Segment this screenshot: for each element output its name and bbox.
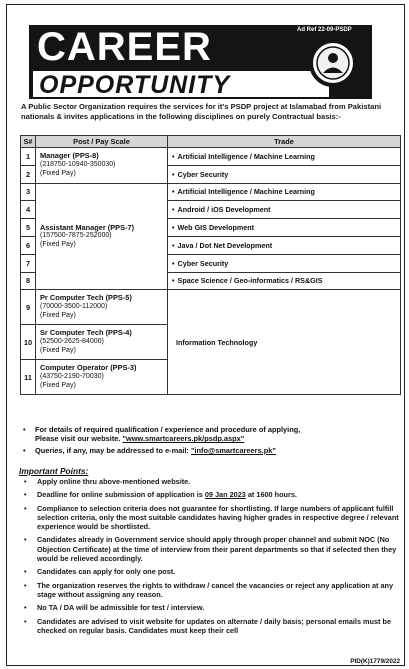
list-item: • Candidates can apply for only one post.	[24, 567, 176, 577]
details-line1: For details of required qualification / experience and procedure of applying,	[35, 425, 301, 434]
trade-it-cell	[168, 290, 401, 395]
bullet-icon: •	[24, 580, 27, 590]
pay-type: (Fixed Pay)	[40, 346, 76, 354]
bullet-icon: •	[24, 490, 27, 500]
pid-number: PID(K)1779/2022	[350, 658, 400, 665]
bullet-icon: •	[172, 240, 175, 250]
table-row	[21, 148, 401, 166]
title-opportunity: OPPORTUNITY	[39, 71, 231, 99]
list-item: • Compliance to selection criteria does not guarantee for shortlisting. If large numbers of applicant fulfill selection criteria, only the most suitable candidates having higher grades in respective degree / relevant experience would be shortlisted.	[24, 503, 399, 532]
bullet-icon: •	[172, 276, 175, 286]
list-item: • Deadline for online submission of application is 09 Jan 2023 at 1600 hours.	[24, 490, 297, 500]
important-points-title: Important Points:	[19, 466, 89, 476]
trade-label: Information Technology	[176, 337, 258, 347]
pay-scale: (70000-3500-112000)	[40, 303, 108, 311]
trade-cell	[168, 201, 401, 219]
row-sn: 3	[21, 183, 36, 201]
trade-cell	[168, 148, 401, 166]
pay-scale: (157500-7875-252000)	[40, 232, 112, 240]
email-link[interactable]: "info@smartcareers.pk"	[190, 445, 276, 455]
bullet-icon: •	[24, 567, 27, 577]
row-sn: 9	[21, 290, 36, 325]
list-item: • Candidates already in Government service should apply through proper channel and submit NOC (No Objection Certificate) at the time of interview from their parent departments so that if selected then they would be relieved accordingly.	[24, 535, 397, 564]
post-manager	[36, 148, 168, 184]
bullet-icon: •	[24, 616, 27, 626]
row-sn: 7	[21, 254, 36, 272]
bullet-icon: •	[172, 223, 175, 233]
row-sn: 11	[21, 360, 36, 395]
title-career: CAREER	[37, 25, 212, 69]
list-item: • No TA / DA will be admissible for test / interview.	[24, 603, 205, 613]
list-item: • Apply online thru above-mentioned website.	[24, 477, 191, 486]
bullet-icon: •	[172, 258, 175, 268]
trade-label: Artificial Intelligence / Machine Learning	[177, 151, 315, 161]
row-sn: 10	[21, 325, 36, 360]
deadline-date: 09 Jan 2023	[204, 490, 246, 500]
list-item: • Candidates are advised to visit website for updates on alternate / daily basis; personal emails must be checked on regular basis. Candidates must keep their cell	[24, 616, 392, 635]
pay-type: (Fixed Pay)	[40, 240, 76, 248]
col-header-post: Post / Pay Scale	[36, 136, 168, 148]
bullet-icon: •	[172, 169, 175, 179]
post-assistant-manager	[36, 183, 168, 290]
table-row	[21, 290, 401, 325]
details-note	[21, 425, 401, 444]
row-sn: 6	[21, 236, 36, 254]
row-sn: 2	[21, 165, 36, 183]
bullet-icon: •	[24, 503, 27, 513]
pay-scale: (52500-2625-84000)	[40, 338, 104, 346]
bullet-icon: •	[24, 603, 27, 613]
pay-type: (Fixed Pay)	[40, 169, 76, 177]
bullet-icon: •	[23, 445, 26, 455]
trade-cell	[168, 254, 401, 272]
trade-cell	[168, 236, 401, 254]
post-name: Sr Computer Tech (PPS-4)	[40, 328, 132, 338]
list-item: • The organization reserves the rights to withdraw / cancel the vacancies or reject any application at any stage without assigning any reason.	[24, 580, 394, 599]
trade-cell	[168, 272, 401, 290]
intro-text: A Public Sector Organization requires the services for it's PSDP project at Islamabad from Pakistani nationals & invites applications in the following disciplines on purely Contractual basis:-	[21, 102, 382, 122]
bullet-icon: •	[172, 205, 175, 215]
bullet-icon: •	[172, 151, 175, 161]
trade-cell	[168, 165, 401, 183]
website-link[interactable]: "www.smartcareers.pk/psdp.aspx"	[122, 434, 245, 444]
row-sn: 1	[21, 148, 36, 166]
row-sn: 4	[21, 201, 36, 219]
bullet-icon: •	[24, 535, 27, 545]
post-sr-computer-tech	[36, 325, 168, 360]
trade-label: Artificial Intelligence / Machine Learning	[177, 187, 315, 197]
header-banner	[7, 5, 403, 100]
table-header-row	[21, 136, 401, 148]
important-points-list	[21, 477, 403, 639]
row-sn: 8	[21, 272, 36, 290]
col-header-trade: Trade	[168, 136, 401, 148]
post-name: Assistant Manager (PPS-7)	[40, 222, 135, 232]
bullet-icon: •	[172, 187, 175, 197]
trade-label: Java / Dot Net Development	[177, 240, 273, 250]
advertisement	[6, 4, 405, 666]
post-computer-operator	[36, 360, 168, 395]
title-opportunity-box	[31, 69, 331, 99]
pay-scale: (218750-10940-350030)	[40, 161, 116, 168]
trade-label: Cyber Security	[177, 169, 229, 179]
bullet-icon: •	[23, 425, 26, 434]
trade-label: Web GIS Development	[177, 223, 255, 233]
trade-label: Cyber Security	[177, 258, 229, 268]
bullet-icon: •	[24, 477, 27, 486]
queries-note	[21, 446, 401, 455]
row-sn: 5	[21, 219, 36, 237]
career-magnifier-icon	[303, 29, 369, 95]
vacancy-table	[20, 135, 401, 395]
queries-text: Queries, if any, may be addressed to e-mail:	[35, 445, 191, 455]
details-line2: Please visit our website.	[35, 434, 123, 444]
post-name: Pr Computer Tech (PPS-5)	[40, 293, 132, 303]
pay-type: (Fixed Pay)	[40, 381, 76, 389]
post-name: Manager (PPS-8)	[40, 151, 99, 161]
ad-ref: Ad Ref 22-09-PSDP	[297, 27, 352, 33]
pay-type: (Fixed Pay)	[40, 311, 76, 319]
pay-scale: (43750-2190-70030)	[40, 373, 104, 381]
post-pr-computer-tech	[36, 290, 168, 325]
trade-label: Android / iOS Development	[177, 205, 271, 215]
trade-cell	[168, 183, 401, 201]
col-header-sn: S#	[21, 136, 36, 148]
post-name: Computer Operator (PPS-3)	[40, 363, 137, 373]
trade-label: Space Science / Geo-informatics / RS&GIS	[177, 276, 323, 286]
table-row	[21, 183, 401, 201]
info-section	[21, 425, 401, 457]
trade-cell	[168, 219, 401, 237]
